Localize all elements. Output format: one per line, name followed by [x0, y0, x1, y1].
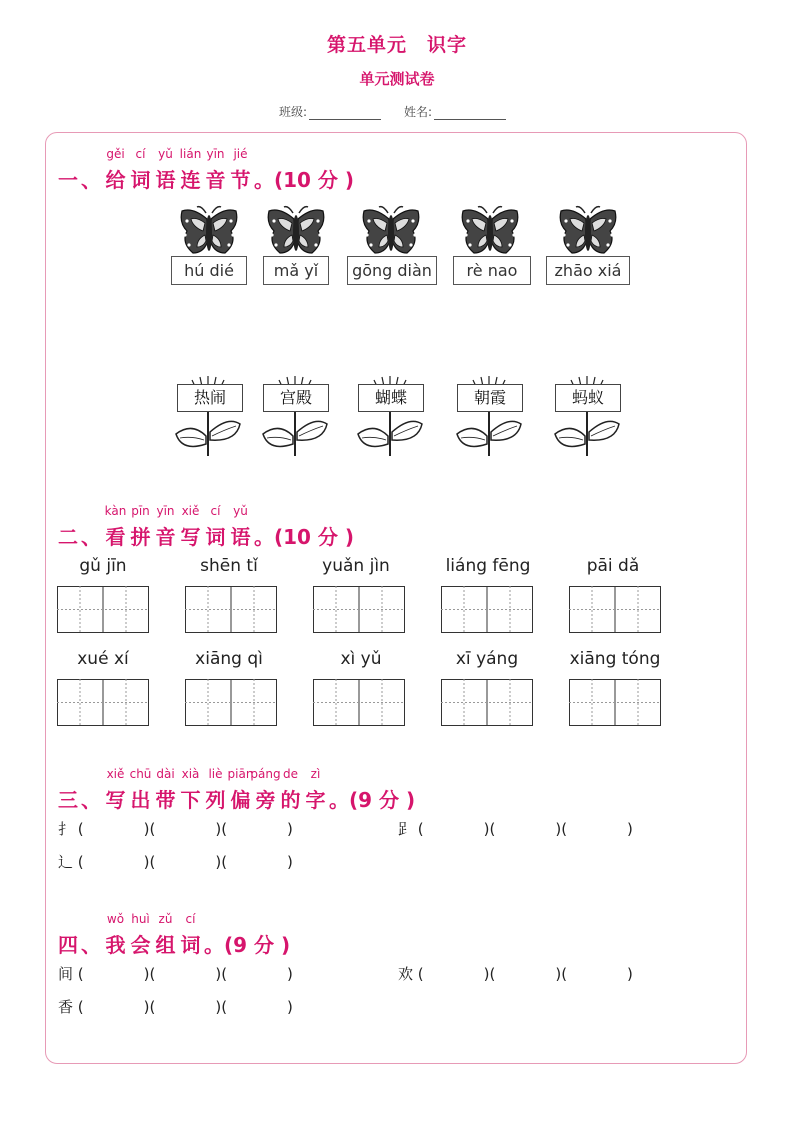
heading-pinyin: yīn	[156, 504, 175, 518]
name-label: 姓名:	[404, 105, 433, 119]
word-box[interactable]: 蚂蚁	[555, 384, 621, 412]
section4-heading	[58, 912, 291, 958]
heading-char: huì 会	[129, 929, 152, 958]
heading-char: yīn 音	[154, 521, 177, 550]
answer-blanks[interactable]: ( )( )( )	[77, 820, 293, 838]
heading-char: kàn 看	[104, 521, 127, 550]
pinyin-prompt: pāi dǎ	[586, 556, 640, 576]
heading-char: pīn 拼	[129, 521, 152, 550]
pinyin-prompt: xué xí	[77, 649, 129, 669]
heading-pinyin: chū	[129, 767, 152, 781]
writing-grid[interactable]	[313, 586, 405, 633]
class-blank[interactable]	[309, 107, 381, 120]
butterfly-icon	[266, 205, 326, 255]
answer-blanks[interactable]: ( )( )( )	[77, 965, 293, 983]
class-field[interactable]	[279, 103, 381, 120]
radical-row[interactable]	[58, 818, 293, 839]
section-sep: 、	[81, 525, 101, 549]
word-group-row[interactable]	[58, 996, 293, 1017]
heading-char: yǔ 语	[229, 521, 252, 550]
writing-grid[interactable]	[313, 679, 405, 726]
heading-pinyin: xià	[181, 767, 200, 781]
section-number: 二	[58, 525, 78, 549]
name-field[interactable]	[404, 103, 506, 120]
heading-char: zǔ 组	[154, 929, 177, 958]
pinyin-prompt: liáng fēng	[445, 556, 531, 576]
heading-char: cí 词	[129, 164, 152, 193]
name-blank[interactable]	[434, 107, 506, 120]
section2-heading	[58, 504, 355, 550]
heading-pinyin: páng	[250, 767, 281, 781]
writing-grid[interactable]	[185, 679, 277, 726]
word-box[interactable]: 蝴蝶	[358, 384, 424, 412]
section-score: 。(10 分 )	[254, 168, 355, 192]
heading-pinyin: cí	[135, 147, 146, 161]
heading-pinyin: gěi	[106, 147, 125, 161]
writing-grid[interactable]	[185, 586, 277, 633]
answer-blanks[interactable]: ( )( )( )	[417, 965, 633, 983]
radical-char: 辶	[58, 853, 74, 871]
answer-blanks[interactable]: ( )( )( )	[77, 998, 293, 1016]
heading-char: gěi 给	[104, 164, 127, 193]
writing-grid[interactable]	[441, 679, 533, 726]
heading-char: chū 出	[129, 784, 152, 813]
radical-row[interactable]	[398, 818, 633, 839]
pinyin-prompt: gǔ jīn	[79, 556, 127, 576]
heading-pinyin: cí	[185, 912, 196, 926]
word-group-row[interactable]	[398, 963, 633, 984]
heading-char: wǒ 我	[104, 929, 127, 958]
heading-char: jié 节	[229, 164, 252, 193]
radical-char: 扌	[58, 820, 74, 838]
pinyin-prompt: yuǎn jìn	[322, 556, 390, 576]
pinyin-box[interactable]: gōng diàn	[347, 256, 437, 285]
heading-pinyin: xiě	[181, 504, 200, 518]
section-sep: 、	[81, 788, 101, 812]
section1-heading	[58, 147, 355, 193]
writing-grid[interactable]	[441, 586, 533, 633]
heading-pinyin: lián	[179, 147, 202, 161]
heading-pinyin: kàn	[104, 504, 127, 518]
butterfly-icon	[179, 205, 239, 255]
pinyin-prompt: shēn tǐ	[200, 556, 258, 576]
heading-char: páng 旁	[250, 767, 281, 812]
section-score: 。(10 分 )	[254, 525, 355, 549]
heading-pinyin: yǔ	[233, 504, 248, 518]
section-sep: 、	[81, 933, 101, 957]
heading-char: zì 字	[304, 784, 327, 813]
word-box[interactable]: 热闹	[177, 384, 243, 412]
heading-pinyin: liè	[208, 767, 223, 781]
heading-pinyin: dài	[156, 767, 175, 781]
heading-pinyin: jié	[233, 147, 248, 161]
heading-char: de 的	[279, 784, 302, 813]
answer-blanks[interactable]: ( )( )( )	[77, 853, 293, 871]
section-number: 一	[58, 168, 78, 192]
heading-char: xiě 写	[179, 521, 202, 550]
page-subtitle: 单元测试卷	[359, 70, 435, 88]
butterfly-icon	[361, 205, 421, 255]
butterfly-icon	[460, 205, 520, 255]
section-score: 。(9 分 )	[329, 788, 416, 812]
pinyin-box[interactable]: mǎ yǐ	[263, 256, 329, 285]
pinyin-prompt: xiāng tóng	[569, 649, 661, 669]
section-number: 四	[58, 933, 78, 957]
page-title: 第五单元 识字	[326, 34, 467, 56]
pinyin-prompt: xì yǔ	[340, 649, 382, 669]
heading-pinyin: zì	[310, 767, 321, 781]
heading-pinyin: yǔ	[158, 147, 173, 161]
pinyin-box[interactable]: hú dié	[171, 256, 247, 285]
section-score: 。(9 分 )	[204, 933, 291, 957]
heading-pinyin: xiě	[106, 767, 125, 781]
butterfly-icon	[558, 205, 618, 255]
heading-char: lián 连	[179, 164, 202, 193]
heading-char: yǔ 语	[154, 164, 177, 193]
heading-pinyin: zǔ	[158, 912, 173, 926]
radical-row[interactable]	[58, 851, 293, 872]
word-group-row[interactable]	[58, 963, 293, 984]
heading-pinyin: pīn	[131, 504, 150, 518]
pinyin-prompt: xī yáng	[455, 649, 519, 669]
section-number: 三	[58, 788, 78, 812]
heading-char: piān 偏	[229, 784, 252, 813]
heading-pinyin: wǒ	[106, 912, 125, 926]
heading-pinyin: yīn	[206, 147, 225, 161]
class-label: 班级:	[279, 105, 308, 119]
heading-pinyin: de	[283, 767, 298, 781]
heading-char: yīn 音	[204, 164, 227, 193]
answer-blanks[interactable]: ( )( )( )	[417, 820, 633, 838]
heading-char: xià 下	[179, 784, 202, 813]
word-box[interactable]: 朝霞	[457, 384, 523, 412]
word-box[interactable]: 宫殿	[263, 384, 329, 412]
writing-grid[interactable]	[569, 586, 661, 633]
writing-grid[interactable]	[569, 679, 661, 726]
writing-grid[interactable]	[57, 679, 149, 726]
pinyin-box[interactable]: rè nao	[453, 256, 531, 285]
heading-char: liè 列	[204, 784, 227, 813]
base-char: 间	[58, 965, 74, 983]
base-char: 香	[58, 998, 74, 1016]
heading-char: dài 带	[154, 784, 177, 813]
section-sep: 、	[81, 168, 101, 192]
heading-pinyin: cí	[210, 504, 221, 518]
heading-pinyin: piān	[227, 767, 254, 781]
heading-char: xiě 写	[104, 784, 127, 813]
radical-char: 𧾷	[398, 820, 414, 838]
base-char: 欢	[398, 965, 414, 983]
heading-char: cí 词	[204, 521, 227, 550]
pinyin-box[interactable]: zhāo xiá	[546, 256, 630, 285]
section3-heading	[58, 767, 416, 813]
pinyin-prompt: xiāng qì	[195, 649, 263, 669]
writing-grid[interactable]	[57, 586, 149, 633]
heading-char: cí 词	[179, 929, 202, 958]
heading-pinyin: huì	[131, 912, 150, 926]
